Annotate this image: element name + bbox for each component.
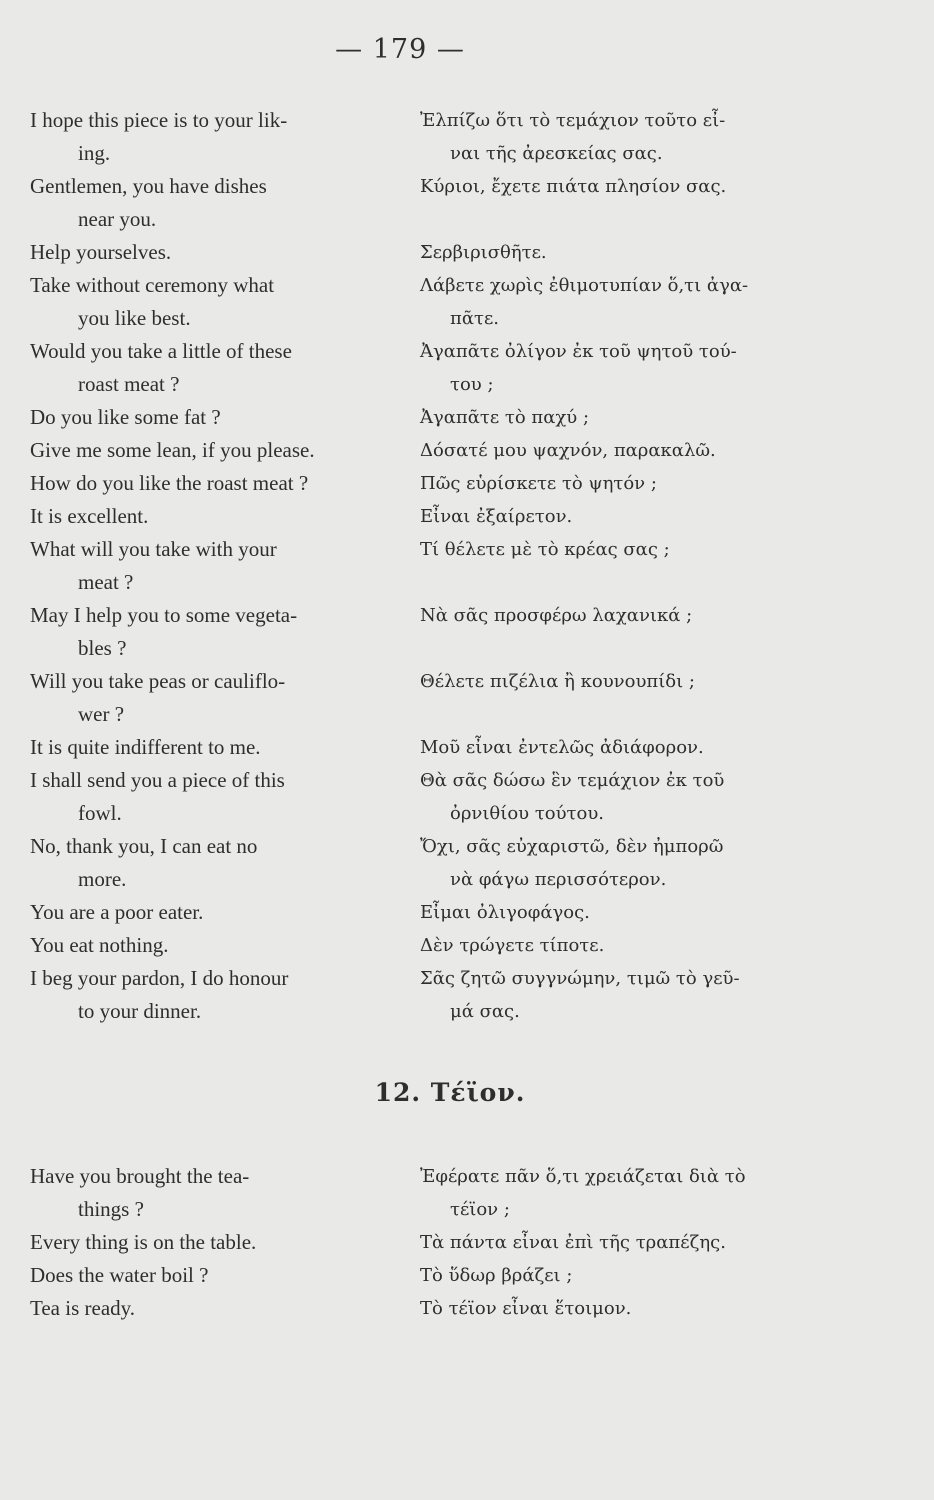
greek-line: Ὄχι, σᾶς εὐχαριστῶ, δὲν ἠμπορῶ: [420, 836, 724, 857]
greek-line: τέϊον ;: [450, 1199, 510, 1220]
english-line: It is quite indifferent to me.: [30, 735, 261, 759]
greek-phrase: [420, 1160, 860, 1226]
english-line: meat ?: [78, 570, 134, 594]
greek-phrase: [420, 434, 860, 467]
greek-line: Ἐφέρατε πᾶν ὅ,τι χρειάζεται διὰ τὸ: [420, 1166, 746, 1187]
greek-line: Πῶς εὑρίσκετε τὸ ψητόν ;: [420, 473, 657, 494]
greek-phrase: [420, 335, 860, 401]
greek-phrase: [420, 401, 860, 434]
english-line: bles ?: [78, 636, 127, 660]
greek-line: Εἶμαι ὀλιγοφάγος.: [420, 902, 590, 923]
english-phrase: [30, 929, 420, 962]
english-phrase: [30, 830, 420, 896]
greek-line: Σᾶς ζητῶ συγγνώμην, τιμῶ τὸ γεῦ-: [420, 968, 740, 989]
greek-phrase: [420, 1259, 860, 1292]
english-line: Would you take a little of these: [30, 339, 292, 363]
english-phrase: [30, 269, 420, 335]
english-line: fowl.: [78, 801, 122, 825]
greek-line: Τὰ πάντα εἶναι ἐπὶ τῆς τραπέζης.: [420, 1232, 726, 1253]
greek-phrase: [420, 236, 860, 269]
greek-line: νὰ φάγω περισσότερον.: [450, 869, 667, 890]
greek-phrase: [420, 929, 860, 962]
greek-line: Λάβετε χωρὶς ἐθιμοτυπίαν ὅ,τι ἀγα-: [420, 275, 749, 296]
english-line: Help yourselves.: [30, 240, 172, 264]
greek-phrase: [420, 665, 860, 698]
greek-line: ὀρνιθίου τούτου.: [450, 803, 605, 824]
greek-line: ναι τῆς ἀρεσκείας σας.: [450, 143, 663, 164]
english-line: more.: [78, 867, 127, 891]
english-phrase: [30, 896, 420, 929]
english-line: Have you brought the tea-: [30, 1164, 250, 1188]
english-phrase: [30, 533, 420, 599]
greek-line: Τί θέλετε μὲ τὸ κρέας σας ;: [420, 539, 670, 560]
greek-phrase: [420, 599, 860, 632]
greek-line: Δὲν τρώγετε τίποτε.: [420, 935, 605, 956]
english-line: near you.: [78, 207, 157, 231]
english-phrase: [30, 170, 420, 236]
greek-line: μά σας.: [450, 1001, 520, 1022]
section-title: 12. Τέϊον.: [374, 1078, 526, 1107]
greek-phrase: [420, 170, 860, 203]
english-line: How do you like the roast meat ?: [30, 471, 309, 495]
english-phrase: [30, 335, 420, 401]
english-line: No, thank you, I can eat no: [30, 834, 258, 858]
english-line: You are a poor eater.: [30, 900, 204, 924]
english-line: I hope this piece is to your lik-: [30, 108, 288, 132]
english-phrase: [30, 599, 420, 665]
greek-phrase: [420, 764, 860, 830]
english-phrase: [30, 236, 420, 269]
greek-phrase: [420, 1226, 860, 1259]
english-line: You eat nothing.: [30, 933, 169, 957]
english-line: What will you take with your: [30, 537, 277, 561]
english-phrase: [30, 764, 420, 830]
greek-line: Ἐλπίζω ὅτι τὸ τεμάχιον τοῦτο εἶ-: [420, 110, 726, 131]
english-line: roast meat ?: [78, 372, 180, 396]
greek-phrase: [420, 269, 860, 335]
greek-phrase: [420, 1292, 860, 1325]
english-line: you like best.: [78, 306, 191, 330]
english-line: It is excellent.: [30, 504, 149, 528]
english-phrase: [30, 1226, 420, 1259]
english-phrase: [30, 665, 420, 731]
english-phrase: [30, 731, 420, 764]
greek-line: Εἶναι ἐξαίρετον.: [420, 506, 573, 527]
english-line: I shall send you a piece of this: [30, 768, 285, 792]
english-phrase: [30, 500, 420, 533]
english-line: Every thing is on the table.: [30, 1230, 257, 1254]
english-line: Do you like some fat ?: [30, 405, 221, 429]
greek-line: πᾶτε.: [450, 308, 499, 329]
english-line: Will you take peas or cauliflo-: [30, 669, 286, 693]
greek-phrase: [420, 962, 860, 1028]
english-line: Tea is ready.: [30, 1296, 136, 1320]
english-phrase: [30, 1259, 420, 1292]
greek-phrase: [420, 533, 860, 566]
english-line: I beg your pardon, I do honour: [30, 966, 289, 990]
greek-line: Ἀγαπᾶτε ὀλίγον ἐκ τοῦ ψητοῦ τού-: [420, 341, 737, 362]
english-phrase: [30, 962, 420, 1028]
english-phrase: [30, 1160, 420, 1226]
greek-line: Θέλετε πιζέλια ἢ κουνουπίδι ;: [420, 671, 695, 692]
greek-phrase: [420, 896, 860, 929]
greek-phrase: [420, 467, 860, 500]
greek-line: Νὰ σᾶς προσφέρω λαχανικά ;: [420, 605, 693, 626]
greek-line: Μοῦ εἶναι ἐντελῶς ἀδιάφορον.: [420, 737, 704, 758]
greek-phrase: [420, 104, 860, 170]
english-phrase: [30, 401, 420, 434]
english-phrase: [30, 434, 420, 467]
greek-line: Δόσατέ μου ψαχνόν, παρακαλῶ.: [420, 440, 716, 461]
english-line: Give me some lean, if you please.: [30, 438, 315, 462]
english-line: things ?: [78, 1197, 144, 1221]
greek-phrase: [420, 830, 860, 896]
english-line: to your dinner.: [78, 999, 202, 1023]
english-phrase: [30, 467, 420, 500]
greek-line: Κύριοι, ἔχετε πιάτα πλησίον σας.: [420, 176, 727, 197]
english-phrase: [30, 104, 420, 170]
english-line: ing.: [78, 141, 111, 165]
english-line: wer ?: [78, 702, 125, 726]
greek-line: Ἀγαπᾶτε τὸ παχύ ;: [420, 407, 590, 428]
english-line: Take without ceremony what: [30, 273, 275, 297]
greek-line: Θὰ σᾶς δώσω ἓν τεμάχιον ἐκ τοῦ: [420, 770, 725, 791]
english-phrase: [30, 1292, 420, 1325]
english-line: Gentlemen, you have dishes: [30, 174, 267, 198]
page-number: — 179 —: [335, 34, 465, 65]
greek-line: Τὸ τέϊον εἶναι ἕτοιμον.: [420, 1298, 632, 1319]
greek-phrase: [420, 500, 860, 533]
greek-line: Σερβιρισθῆτε.: [420, 242, 547, 263]
english-line: May I help you to some vegeta-: [30, 603, 298, 627]
english-line: Does the water boil ?: [30, 1263, 209, 1287]
greek-phrase: [420, 731, 860, 764]
greek-line: Τὸ ὕδωρ βράζει ;: [420, 1265, 573, 1286]
greek-line: του ;: [450, 374, 494, 395]
